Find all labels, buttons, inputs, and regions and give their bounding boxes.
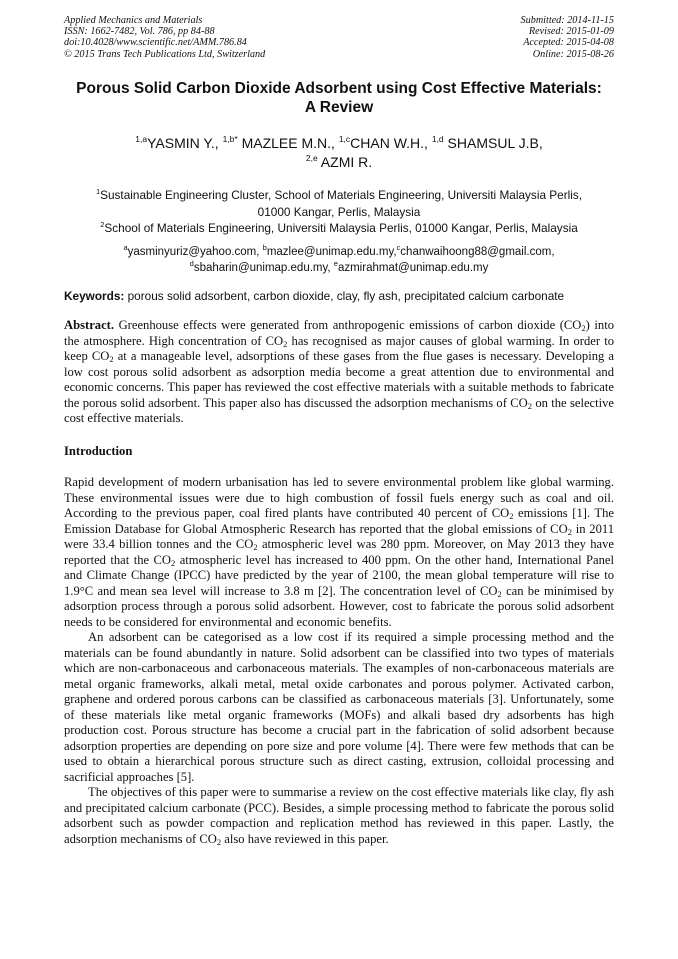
journal-info: [64, 15, 265, 60]
keywords-text: porous solid adsorbent, carbon dioxide, clay, fly ash, precipitated calcium carbonate: [124, 289, 565, 303]
author-mazlee: MAZLEE M.N.,: [237, 135, 339, 151]
journal-doi: doi:10.4028/www.scientific.net/AMM.786.84: [64, 37, 247, 49]
email-e[interactable]: azmirahmat@unimap.edu.my: [337, 262, 489, 274]
abstract-label: Abstract.: [64, 318, 115, 332]
author-line-2: $^{2,e}$ AZMI R.: [305, 153, 373, 170]
introduction-body: [64, 475, 614, 847]
paragraph: Rapid development of modern urbanisation has led to severe environmental problem like global warming. These environmental issues were due to high combustion of fossil fuels energy such as coal and oil. According to the previous paper, coal fired plants have contributed 40 percent of $CO_2$ emissions [1]. The Emission Database for Global Atmospheric Research has reported that the global emissions of $CO_2$ in 2011 were 33.4 billion tonnes and the $CO_2$ atmospheric level was 280 ppm. Moreover, on May 2013 they have reported that the $CO_2$ atmospheric level has increased to 400 ppm. On the other hand, International Panel and Climate Change (IPCC) have predicted by the year of 2100, the mean global temperature will rise to 1.9°C and mean sea level will increase to 3.8 m [2]. The concentration level of $CO_2$ can be minimised by adsorption process through a porous solid adsorbent. However, cost to fabricate the porous solid adsorbent needs to be considered for environmental and economic benefits.: [64, 475, 614, 629]
author-azmi: AZMI R.: [317, 154, 373, 170]
affiliation-2: $^2$School of Materials Engineering, Universiti Malaysia Perlis, 01000 Kangar, Perlis, Malaysia: [100, 220, 578, 235]
journal-issn: ISSN: 1662-7482, Vol. 786, pp 84-88: [64, 26, 215, 38]
author-list: [40, 134, 638, 172]
paragraph: An adsorbent can be categorised as a low cost if its required a simple processing method and the materials can be found abundantly in nature. Solid adsorbent can be classified into two types of materials which are non-carbonaceous and carbonaceous materials. The examples of non-carbonaceous materials are metal organic frameworks, alkali metal, metal oxide carbonates and porous polymer. Activated carbon, graphene and ordered porous carbons can be classified as carbonaceous materials [3]. Unfortunately, some of these materials like metal organic frameworks (MOFs) and alkali based dry adsorbents has high production cost. Porous structure has become a crucial part in the fabrication of solid adsorbent because adsorption properties are depending on pore size and pore volume [4]. There were few methods that can be used to obtain a hierarchical porous structure such as direct casting, extrusion, colloidal processing and sacrificial approaches [5].: [64, 630, 614, 784]
email-c[interactable]: chanwaihoong88@gmail.com,: [400, 246, 555, 258]
journal-name: Applied Mechanics and Materials: [64, 15, 203, 26]
email-a[interactable]: yasminyuriz@yahoo.com,: [127, 246, 263, 258]
author-emails: [40, 244, 638, 276]
title-line-1: Porous Solid Carbon Dioxide Adsorbent using Cost Effective Materials:: [76, 80, 602, 97]
paragraph: The objectives of this paper were to summarise a review on the cost effective materials like clay, fly ash and precipitated calcium carbonate (PCC). Besides, a simple processing method to fabricate the porous solid adsorbent such as powder compaction and replication method has reviewed in this paper. Lastly, the adsorption mechanisms of $CO_2$ also have reviewed in this paper.: [64, 785, 614, 847]
submission-dates: [521, 15, 614, 60]
affiliation-1: $^1$Sustainable Engineering Cluster, School of Materials Engineering, Universiti Malaysia Perlis,: [95, 187, 583, 202]
email-line-1: $^a$yasminyuriz@yahoo.com, $^b$mazlee@unimap.edu.my,$^c$chanwaihoong88@gmail.com,: [123, 243, 555, 258]
author-chan: CHAN W.H.,: [350, 135, 432, 151]
title-line-2: A Review: [304, 99, 374, 116]
abstract: Abstract. Greenhouse effects were generated from anthropogenic emissions of carbon dioxide $(CO_2)$ into the atmosphere. High concentration of $CO_2$ has recognised as major causes of global warming. In order to keep $CO_2$ at a manageable level, adsorptions of these gases from the flue gases is necessary. Developing a low cost porous solid adsorbent as adsorption media become a great attention due to environmental and economic concerns. This paper has reviewed the cost effective materials with a suitable methods to fabricate the porous solid adsorbent. This paper also has discussed the adsorption mechanisms of $CO_2$ on the selective cost effective materials.: [64, 318, 615, 425]
journal-copyright: © 2015 Trans Tech Publications Ltd, Switzerland: [64, 48, 266, 60]
date-revised: Revised: 2015-01-09: [528, 26, 614, 38]
email-line-2: $^d$sbaharin@unimap.edu.my, $^e$azmirahmat@unimap.edu.my: [189, 259, 489, 274]
keywords-label: Keywords:: [64, 289, 125, 303]
author-line-1: $^{1,a}$YASMIN Y., $^{1,b*}$ MAZLEE M.N., $^{1,c}$CHAN W.H., $^{1,d}$ SHAMSUL J.B,: [135, 134, 543, 151]
date-online: Online: 2015-08-26: [532, 48, 614, 60]
affiliation-1-cont: 01000 Kangar, Perlis, Malaysia: [257, 204, 421, 219]
affiliations: [40, 187, 638, 237]
author-yasmin: YASMIN Y.,: [147, 135, 223, 151]
email-d[interactable]: sbaharin@unimap.edu.my,: [193, 262, 334, 274]
paper-title: [40, 79, 638, 117]
date-submitted: Submitted: 2014-11-15: [520, 15, 614, 26]
keywords: [64, 288, 624, 304]
date-accepted: Accepted: 2015-04-08: [523, 37, 614, 49]
author-shamsul: SHAMSUL J.B,: [443, 135, 543, 151]
section-heading-introduction: Introduction: [64, 444, 133, 458]
email-b[interactable]: mazlee@unimap.edu.my,: [266, 246, 397, 258]
